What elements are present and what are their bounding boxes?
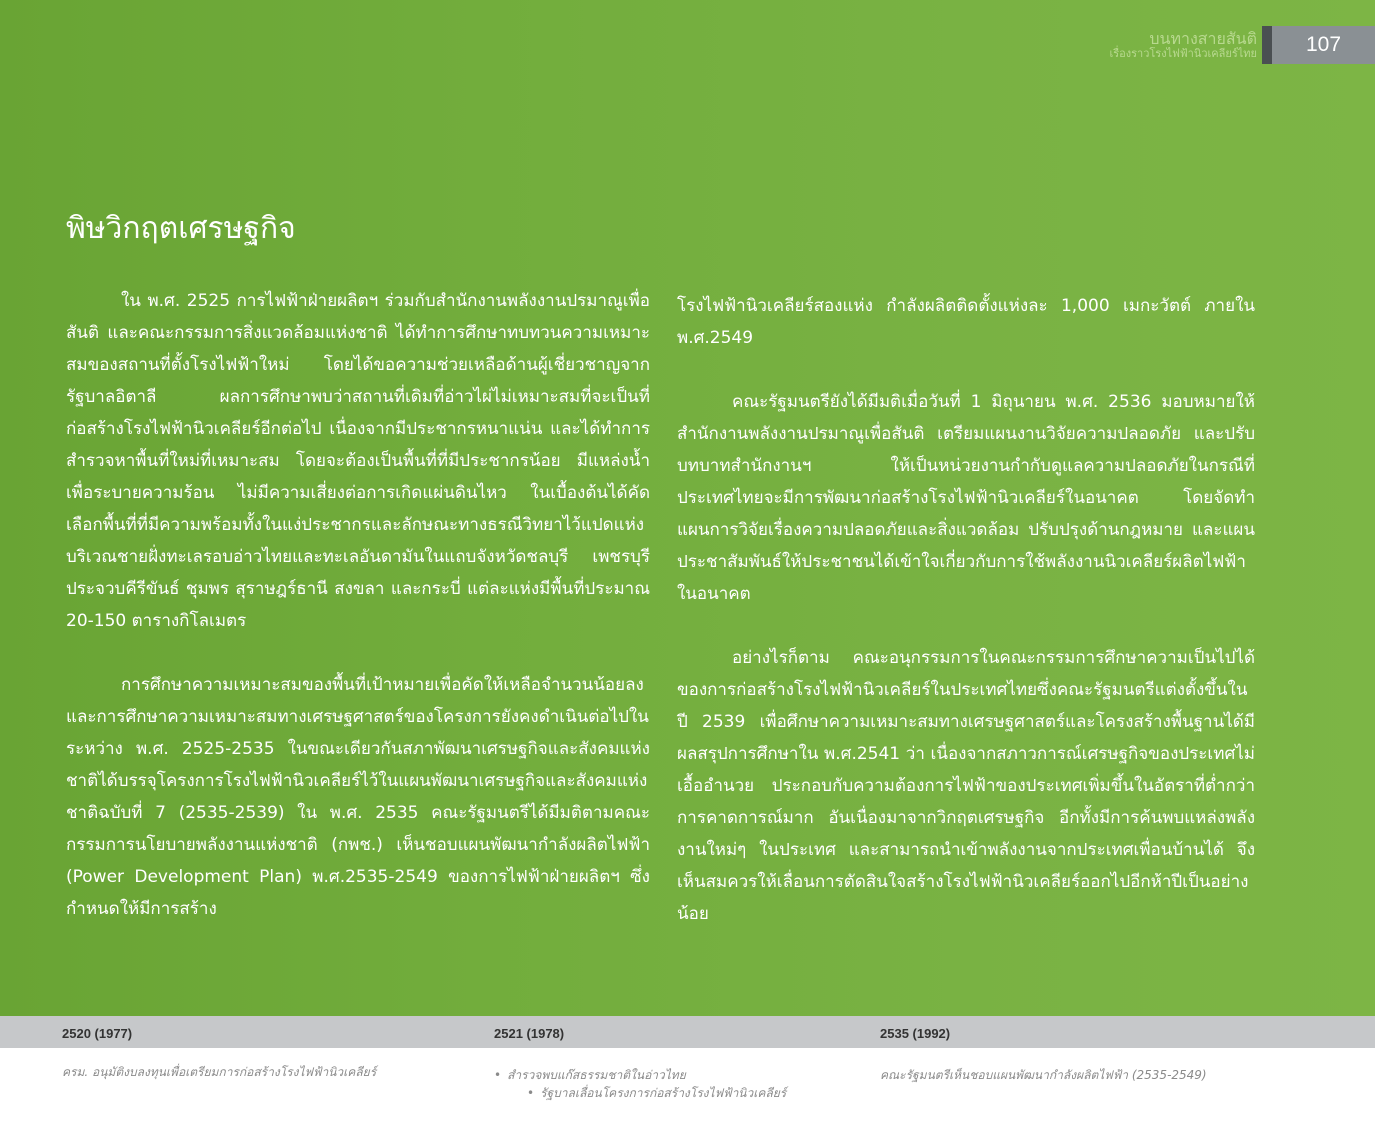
timeline-bar	[0, 1016, 1375, 1048]
running-header-subtitle: เรื่องราวโรงไฟฟ้านิวเคลียร์ไทย	[1109, 46, 1257, 60]
left-text-column	[66, 285, 650, 925]
timeline-event-1	[62, 1063, 376, 1082]
timeline-year-2: 2521 (1978)	[494, 1026, 565, 1041]
timeline-event-3	[880, 1066, 1207, 1085]
timeline-event-text: ครม. อนุมัติงบลงทุนเพื่อเตรียมการก่อสร้างโรงไฟฟ้านิวเคลียร์	[62, 1065, 377, 1079]
timeline-year-1: 2520 (1977)	[62, 1026, 133, 1041]
page-number-box	[1262, 26, 1375, 64]
timeline-year-3: 2535 (1992)	[880, 1026, 951, 1041]
paragraph: คณะรัฐมนตรียังได้มีมติเมื่อวันที่ 1 มิถุนายน พ.ศ. 2536 มอบหมายให้สำนักงานพลังงานปรมาณูเพื่อสันติ เตรียมแผนงานวิจัยความปลอดภัย และปรับบทบาทสำนักงานฯ ให้เป็นหน่วยงานกำกับดูแลความปลอดภัยในกรณีที่ประเทศไทยจะมีการพัฒนาก่อสร้างโรงไฟฟ้านิวเคลียร์ในอนาคต โดยจัดทำแผนการวิจัยเรื่องความปลอดภัยและสิ่งแวดล้อม ปรับปรุงด้านกฎหมาย และแผนประชาสัมพันธ์ให้ประชาชนได้เข้าใจเกี่ยวกับการใช้พลังงานนิวเคลียร์ผลิตไฟฟ้าในอนาคต	[677, 392, 1255, 604]
paragraph: อย่างไรก็ตาม คณะอนุกรรมการในคณะกรรมการศึกษาความเป็นไปได้ของการก่อสร้างโรงไฟฟ้านิวเคลียร์ในประเทศไทยซึ่งคณะรัฐมนตรีแต่งตั้งขึ้นในปี 2539 เพื่อศึกษาความเหมาะสมทางเศรษฐศาสตร์และโครงสร้างพื้นฐานได้มีผลสรุปการศึกษาใน พ.ศ.2541 ว่า เนื่องจากสภาวการณ์เศรษฐกิจของประเทศไม่เอื้ออำนวย ประกอบกับความต้องการไฟฟ้าของประเทศเพิ่มขึ้นในอัตราที่ต่ำกว่าการคาดการณ์มาก อันเนื่องมาจากวิกฤตเศรษฐกิจ อีกทั้งมีการค้นพบแหล่งพลังงานใหม่ๆ ในประเทศ และสามารถนำเข้าพลังงานจากประเทศเพื่อนบ้านได้ จึงเห็นสมควรให้เลื่อนการตัดสินใจสร้างโรงไฟฟ้านิวเคลียร์ออกไปอีกห้าปีเป็นอย่างน้อย	[677, 648, 1255, 924]
bullet-icon: •	[494, 1068, 502, 1082]
timeline-event-text: คณะรัฐมนตรีเห็นชอบแผนพัฒนากำลังผลิตไฟฟ้า (2535-2549)	[880, 1068, 1207, 1082]
paragraph: การศึกษาความเหมาะสมของพื้นที่เป้าหมายเพื่อคัดให้เหลือจำนวนน้อยลง และการศึกษาความเหมาะสมทางเศรษฐศาสตร์ของโครงการยังคงดำเนินต่อไปในระหว่าง พ.ศ. 2525-2535 ในขณะเดียวกันสภาพัฒนาเศรษฐกิจและสังคมแห่งชาติได้บรรจุโครงการโรงไฟฟ้านิวเคลียร์ไว้ในแผนพัฒนาเศรษฐกิจและสังคมแห่งชาติฉบับที่ 7 (2535-2539) ใน พ.ศ. 2535 คณะรัฐมนตรีได้มีมติตามคณะกรรมการนโยบายพลังงานแห่งชาติ (กพช.) เห็นชอบแผนพัฒนากำลังผลิตไฟฟ้า (Power Development Plan) พ.ศ.2535-2549 ของการไฟฟ้าฝ่ายผลิตฯ ซึ่งกำหนดให้มีการสร้าง	[66, 675, 650, 919]
page-number-accent	[1262, 26, 1272, 64]
paragraph-continued: โรงไฟฟ้านิวเคลียร์สองแห่ง กำลังผลิตติดตั้งแห่งละ 1,000 เมกะวัตต์ ภายใน พ.ศ.2549	[677, 296, 1255, 348]
timeline-event-2b	[527, 1084, 786, 1103]
timeline-event-text: รัฐบาลเลื่อนโครงการก่อสร้างโรงไฟฟ้านิวเคลียร์	[540, 1086, 787, 1100]
bullet-icon: •	[527, 1086, 535, 1100]
section-title: พิษวิกฤตเศรษฐกิจ	[66, 211, 296, 246]
page-number: 107	[1272, 26, 1375, 64]
timeline-event-text: สำรวจพบแก๊สธรรมชาติในอ่าวไทย	[507, 1068, 686, 1082]
paragraph: ใน พ.ศ. 2525 การไฟฟ้าฝ่ายผลิตฯ ร่วมกับสำนักงานพลังงานปรมาณูเพื่อสันติ และคณะกรรมการสิ่งแวดล้อมแห่งชาติ ได้ทำการศึกษาทบทวนความเหมาะสมของสถานที่ตั้งโรงไฟฟ้าใหม่ โดยได้ขอความช่วยเหลือด้านผู้เชี่ยวชาญจากรัฐบาลอิตาลี ผลการศึกษาพบว่าสถานที่เดิมที่อ่าวไผ่ไม่เหมาะสมที่จะเป็นที่ก่อสร้างโรงไฟฟ้านิวเคลียร์อีกต่อไป เนื่องจากมีประชากรหนาแน่น และได้ทำการสำรวจหาพื้นที่ใหม่ที่เหมาะสม โดยจะต้องเป็นพื้นที่ที่มีประชากรน้อย มีแหล่งน้ำเพื่อระบายความร้อน ไม่มีความเสี่ยงต่อการเกิดแผ่นดินไหว ในเบื้องต้นได้คัดเลือกพื้นที่ที่มีความพร้อมทั้งในแง่ประชากรและลักษณะทางธรณีวิทยาไว้แปดแห่ง บริเวณชายฝั่งทะเลรอบอ่าวไทยและทะเลอันดามันในแถบจังหวัดชลบุรี เพชรบุรี ประจวบคีรีขันธ์ ชุมพร สุราษฎร์ธานี สงขลา และกระบี่ แต่ละแห่งมีพื้นที่ประมาณ 20-150 ตารางกิโลเมตร	[66, 291, 650, 631]
right-text-column	[677, 290, 1255, 930]
running-header	[1109, 30, 1257, 60]
running-header-title: บนทางสายสันติ	[1149, 29, 1257, 48]
timeline-event-2a	[494, 1066, 686, 1085]
